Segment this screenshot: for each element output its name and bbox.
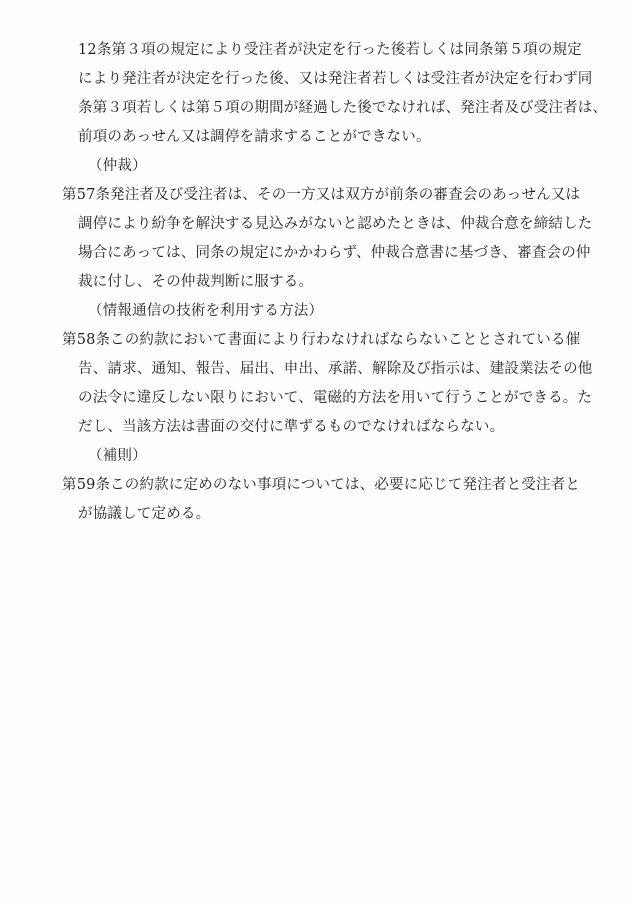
paragraph-line: 裁に付し、その仲裁判断に服する。: [78, 274, 314, 290]
article-heading: （補則）: [88, 448, 147, 464]
article-number: 第59条: [62, 477, 111, 493]
article-first-line: [62, 475, 580, 495]
article-number: 第58条: [62, 332, 111, 348]
article-heading: （情報通信の技術を利用する方法）: [88, 303, 324, 319]
paragraph-line: 12条第３項の規定により受注者が決定を行った後若しくは同条第５項の規定: [78, 42, 582, 58]
paragraph-line: 調停により紛争を解決する見込みがないと認めたときは、仲裁合意を締結した: [78, 216, 593, 232]
paragraph-line: 告、請求、通知、報告、届出、申出、承諾、解除及び指示は、建設業法その他: [78, 361, 593, 377]
paragraph-line: 場合にあっては、同条の規定にかかわらず、仲裁合意書に基づき、審査会の仲: [78, 245, 591, 261]
paragraph-line: の法令に違反しない限りにおいて、電磁的方法を用いて行うことができる。た: [78, 390, 593, 406]
article-number: 第57条: [62, 187, 111, 203]
paragraph-line: 前項のあっせん又は調停を請求することができない。: [78, 129, 431, 145]
article-heading: （仲裁）: [88, 158, 147, 174]
paragraph-line: が協議して定める。: [78, 506, 211, 522]
paragraph-line: だし、当該方法は書面の交付に準ずるものでなければならない。: [78, 419, 505, 435]
article-text: この約款において書面により行わなければならないこととされている催: [110, 332, 581, 348]
paragraph-line: により発注者が決定を行った後、又は発注者若しくは受注者が決定を行わず同: [78, 71, 593, 87]
paragraph-line: 条第３項若しくは第５項の期間が経過した後でなければ、発注者及び受注者は、: [78, 100, 608, 116]
article-text: 発注者及び受注者は、その一方又は双方が前条の審査会のあっせん又は: [110, 187, 581, 203]
article-first-line: [62, 185, 580, 205]
article-text: この約款に定めのない事項については、必要に応じて発注者と受注者と: [110, 477, 581, 493]
article-first-line: [62, 330, 580, 350]
